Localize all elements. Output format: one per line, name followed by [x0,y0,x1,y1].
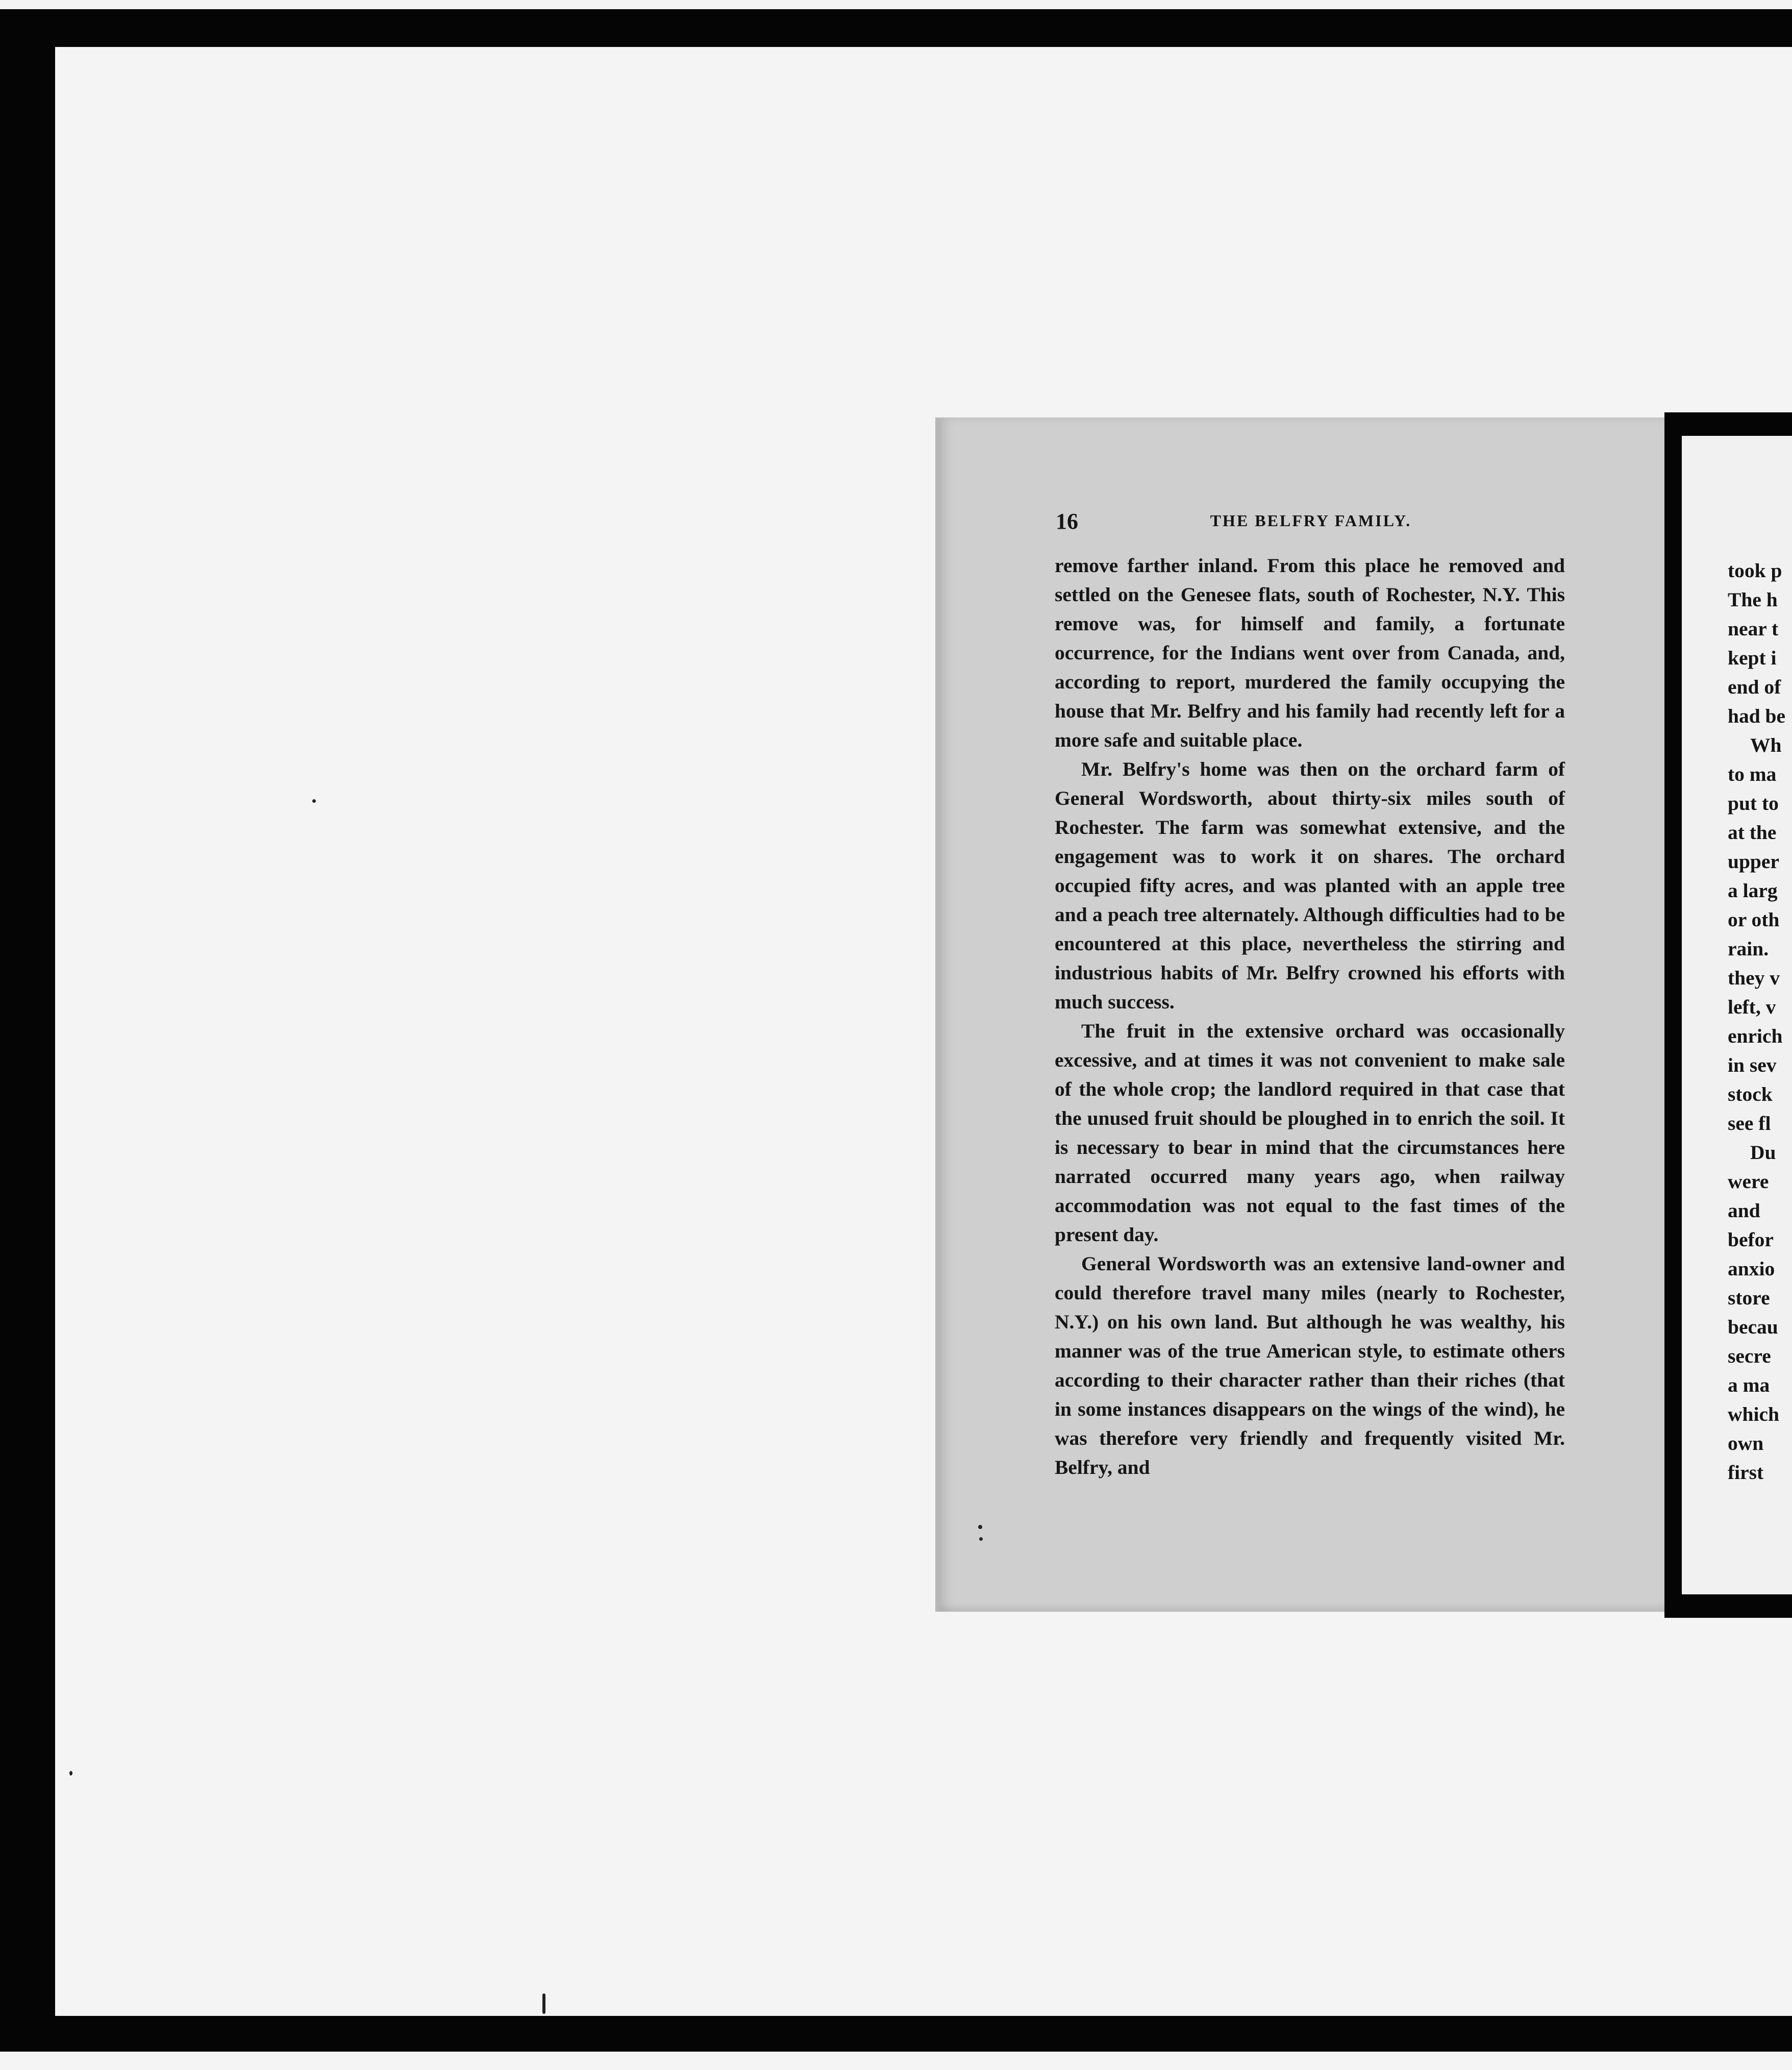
page-gutter [1664,412,1682,1618]
frame-edge-top [0,0,1792,9]
facing-line: anxio [1728,1258,1775,1280]
running-head [1056,508,1566,539]
facing-line: befor [1728,1228,1774,1251]
facing-page-text [1728,556,1789,1487]
facing-line: which [1728,1403,1779,1425]
facing-line: The h [1728,588,1778,611]
facing-line: in sev [1728,1054,1777,1076]
facing-line: or oth [1728,908,1780,931]
facing-line: and [1728,1199,1760,1222]
facing-line: end of [1728,676,1781,698]
facing-page [1682,412,1792,1618]
dust-speck [978,1525,982,1529]
facing-line: a ma [1728,1374,1770,1396]
book-page [935,417,1673,1612]
paragraph: Mr. Belfry's home was then on the orchard farm of General Wordsworth, about thirty-six miles south of Rochester. The farm was somewhat extensive, and the engagement was to work it on shares. The orchard occupied fifty acres, and was planted with an apple tree and a peach tree alternately. Although difficulties had to be encountered at this place, nevertheless the stirring and industrious habits of Mr. Belfry crowned his efforts with much success. [1055,758,1565,1013]
frame-edge-bottom [0,2052,1792,2070]
facing-line: enrich [1728,1025,1783,1047]
facing-line: near t [1728,618,1779,640]
frame-border-bottom [0,2016,1792,2052]
dust-speck [312,799,316,803]
facing-line: to ma [1728,763,1777,785]
paragraph: remove farther inland. From this place he removed and settled on the Genesee flats, south of Rochester, N.Y. This remove was, for himself and family, a fortunate occurrence, for the Indians went over from Canada, and, according to report, murdered the family occupying the house that Mr. Belfry and his family had recently left for a more safe and suitable place. [1055,554,1565,751]
facing-line: store [1728,1287,1770,1309]
facing-line: left, v [1728,996,1776,1018]
facing-line: upper [1728,850,1779,873]
facing-line: secre [1728,1345,1771,1367]
facing-line: own [1728,1432,1764,1455]
facing-line: they v [1728,967,1780,989]
facing-line: at the [1728,821,1777,844]
facing-line: see fl [1728,1112,1771,1135]
facing-line: rain. [1728,938,1769,960]
facing-line: first [1728,1461,1764,1484]
facing-line: Wh [1750,734,1782,756]
frame-border-left [0,47,55,2027]
page-body [1055,551,1565,1482]
dust-speck [69,1771,72,1776]
dust-speck [542,1993,545,2014]
facing-line: stock [1728,1083,1773,1105]
facing-line: a larg [1728,879,1778,902]
facing-line: becau [1728,1316,1778,1338]
dust-speck [979,1537,983,1541]
facing-line: put to [1728,792,1779,815]
facing-line: kept i [1728,647,1777,669]
facing-line: were [1728,1170,1769,1193]
page-number: 16 [1056,509,1078,534]
paragraph: General Wordsworth was an extensive land-owner and could therefore travel many miles (nearly to Rochester, N.Y.) on his own land. But although he was wealthy, his manner was of the true American style, to estimate others according to their character rather than their riches (that in some instances disappears on the wings of the wind), he was therefore very friendly and frequently visited Mr. Belfry, and [1055,1252,1565,1478]
facing-line: had be [1728,705,1786,727]
paragraph: The fruit in the extensive orchard was occasionally excessive, and at times it was not convenient to make sale of the whole crop; the landlord required in that case that the unused fruit should be ploughed in to enrich the soil. It is necessary to bear in mind that the circumstances here narrated occurred many years ago, when railway accommodation was not equal to the fast times of the present day. [1055,1020,1565,1246]
running-title: THE BELFRY FAMILY. [1210,511,1412,530]
facing-line: took p [1728,559,1782,582]
facing-line: Du [1750,1141,1776,1164]
